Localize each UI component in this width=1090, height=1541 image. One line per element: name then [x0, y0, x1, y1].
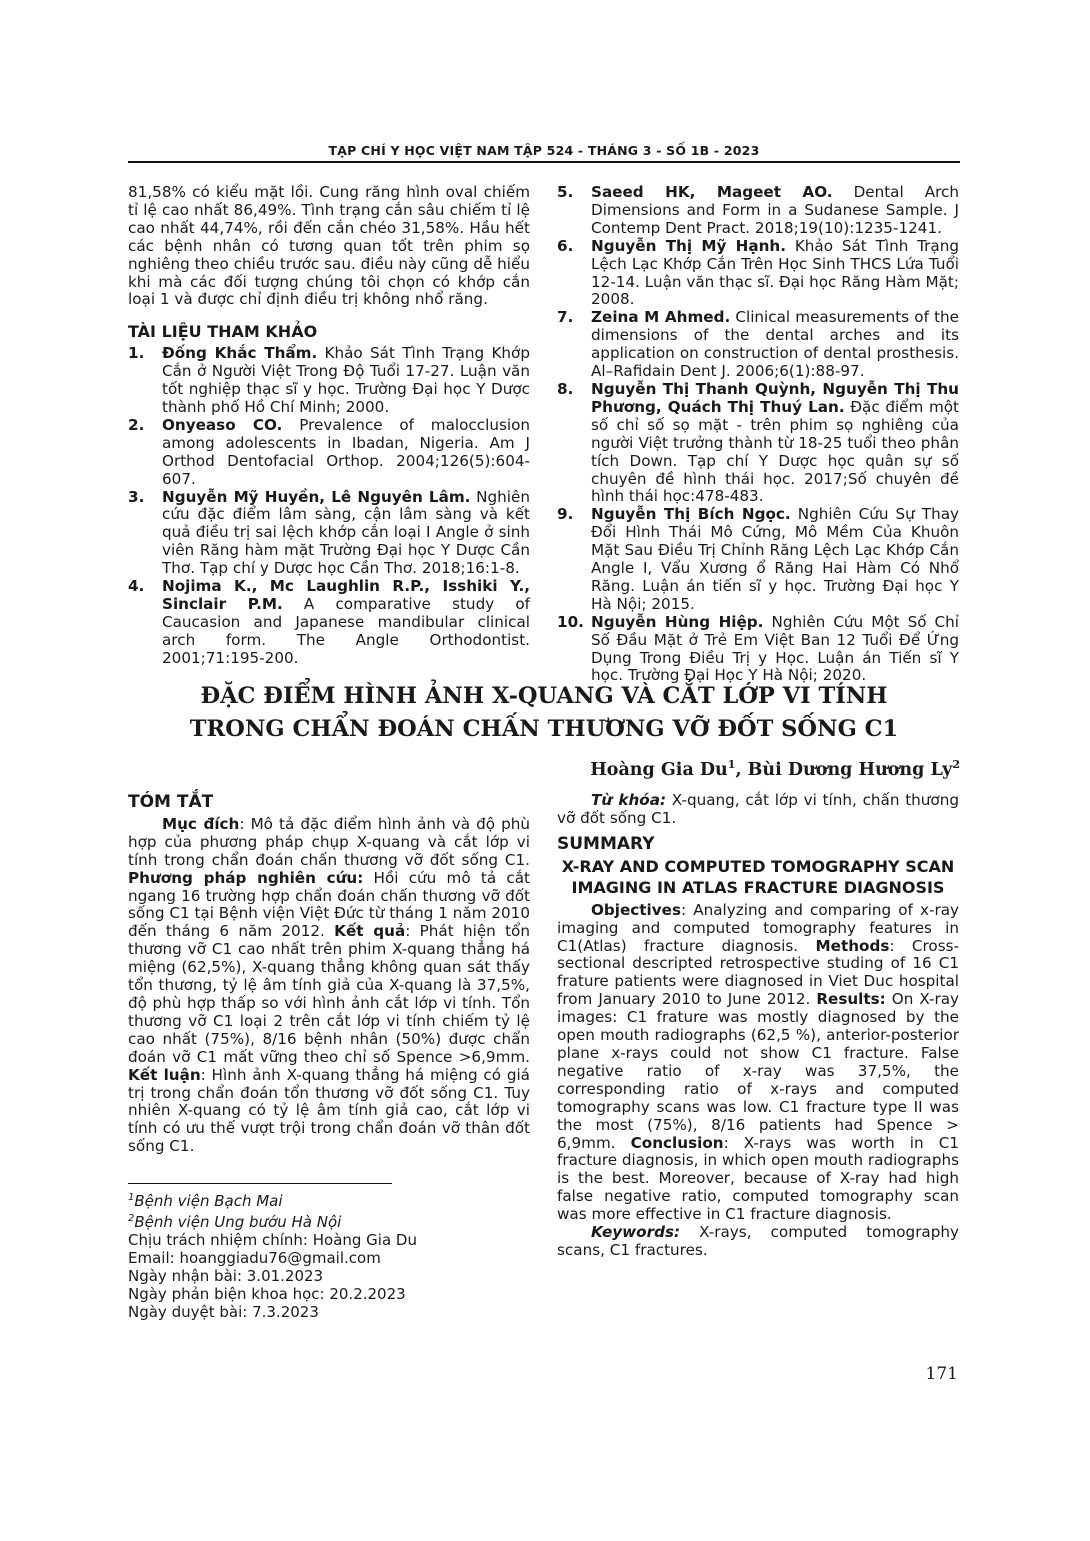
reference-authors: Nguyễn Hùng Hiệp.	[591, 612, 764, 631]
reference-number: 10.	[557, 612, 584, 631]
affiliation-2	[128, 1210, 528, 1231]
reference-text: Clinical measurements of the dimensions of the dental arches and its application on construction of dental prosthesis. Al–Rafidain Dent J. 2006;6(1):88-97.	[591, 308, 959, 381]
date-accepted: Ngày duyệt bài: 7.3.2023	[128, 1303, 319, 1321]
footnote-rule	[128, 1183, 392, 1184]
date-reviewed: Ngày phản biện khoa học: 20.2.2023	[128, 1285, 406, 1303]
abstract-label-methods: Phương pháp nghiên cứu:	[128, 868, 364, 887]
corresponding-author: Chịu trách nhiệm chính: Hoàng Gia Du	[128, 1231, 417, 1249]
reference-authors: Nguyễn Thị Mỹ Hạnh.	[591, 236, 787, 255]
abstract-english-column	[557, 792, 959, 1260]
keywords-english	[557, 1224, 959, 1260]
article-authors	[590, 758, 960, 780]
abstract-text-objective: : Mô tả đặc điểm hình ảnh và độ phù hợp của phương pháp chụp X-quang và cắt lớp vi tính trong chẩn đoán chấn thương vỡ đốt sống C1.	[128, 814, 531, 869]
reference-text: Dental Arch Dimensions and Form in a Sudanese Sample. J Contemp Dent Pract. 2018;19(10):1235-1241.	[591, 183, 960, 237]
reference-authors: Đống Khắc Thẩm.	[162, 344, 318, 363]
reference-number: 9.	[557, 505, 574, 524]
reference-text: A comparative study of Caucasion and Japanese mandibular clinical arch form. The Angle Orthodontist. 2001;71:195-200.	[162, 594, 530, 667]
summary-text-results: On X-ray images: C1 frature was mostly diagnosed by the open mouth radiographs (62,5 %), anterior-posterior plane x-rays could not show C1 fracture. False negative ratio of x-ray was 37,5%, the corresponding ratio of x-rays and computed tomography scans was low. C1 fracture type II was the most (75%), 8/16 patients had Spence > 6,9mm.	[557, 990, 959, 1152]
summary-body	[557, 902, 959, 1224]
prev-article-right-column	[557, 184, 959, 685]
article-title	[128, 680, 960, 746]
prev-article-conclusion-text: 81,58% có kiểu mặt lồi. Cung răng hình oval chiếm tỉ lệ cao nhất 86,49%. Tình trạng cắn sâu chiếm tỉ lệ cao nhất 44,74%, rồi đến cắn chéo 31,58%. Hầu hết các bệnh nhân có tương quan tốt trên phim sọ nghiêng theo chiều trước sau. điều này cũng dễ hiểu khi mà các đối tượng chúng tôi chọn có khớp cắn loại 1 và được chỉ định điều trị không nhổ răng.	[128, 183, 530, 309]
date-received: Ngày nhận bài: 3.01.2023	[128, 1267, 324, 1285]
reference-number: 3.	[128, 487, 145, 506]
keywords-label: Từ khóa:	[591, 791, 667, 809]
reference-text: Khảo Sát Tình Trạng Khớp Cắn ở Người Việt Trong Độ Tuổi 17-27. Luận văn tốt nghiệp thạc sĩ y học. Trường Đại học Y Dược thành phố Hồ Chí Minh; 2000.	[162, 344, 530, 416]
reference-item	[128, 417, 530, 489]
abstract-vietnamese	[128, 794, 530, 1156]
keywords-english-label: Keywords:	[591, 1223, 681, 1242]
reference-authors: Nojima K., Mc Laughlin R.P., Isshiki Y., Sinclair P.M.	[162, 577, 530, 613]
corresponding-email: Email: hoanggiadu76@gmail.com	[128, 1249, 381, 1267]
abstract-body	[128, 816, 530, 1156]
reference-item	[557, 506, 959, 613]
references-heading: TÀI LIỆU THAM KHẢO	[128, 322, 318, 342]
abstract-label-conclusion: Kết luận	[128, 1065, 201, 1084]
reference-text: Nghiên cứu đặc điểm lâm sàng, cận lâm sàng và kết quả điều trị sai lệch khớp cắn loại I Angle ở sinh viên Răng hàm mặt Trường Đại học Y Dược Cần Thơ. Tạp chí y Dược học Cần Thơ. 2018;16:1-8.	[162, 487, 530, 578]
affiliation-text: Bệnh viện Ung bướu Hà Nội	[134, 1213, 342, 1231]
reference-number: 6.	[557, 236, 574, 255]
article-title-line-1: ĐẶC ĐIỂM HÌNH ẢNH X-QUANG VÀ CẮT LỚP VI TÍNH	[200, 683, 888, 709]
keywords-english-text: X-rays, computed tomography scans, C1 fractures.	[557, 1223, 959, 1259]
abstract-label-results: Kết quả	[334, 922, 406, 941]
reference-authors: Nguyễn Thị Bích Ngọc.	[591, 505, 791, 524]
reference-item	[557, 381, 959, 506]
reference-number: 5.	[557, 183, 574, 201]
reference-authors: Saeed HK, Mageet AO.	[591, 183, 833, 201]
reference-authors: Nguyễn Mỹ Huyền, Lê Nguyên Lâm.	[162, 487, 471, 506]
footnotes	[128, 1189, 528, 1321]
abstract-text-results: : Phát hiện tổn thương vỡ C1 cao nhất trên phim X-quang thẳng há miệng (62,5%), X-quang thẳng không quan sát thấy tổn thương, tỷ lệ âm tính giả của X-quang là 37,5%, độ phù hợp thấp so với hình ảnh cắt lớp vi tính. Tổn thương vỡ C1 loại 2 trên cắt lớp vi tính chiếm tỷ lệ cao nhất (75%), 8/16 bệnh nhân (50%) được chẩn đoán vỡ C1 mất vững theo chỉ số Spence >6,9mm.	[128, 922, 530, 1066]
page-number: 171	[925, 1364, 958, 1384]
reference-number: 1.	[128, 344, 145, 363]
affiliation-text: Bệnh viện Bạch Mai	[134, 1192, 283, 1210]
reference-item	[128, 489, 530, 579]
affiliation-mark: 1	[128, 1192, 135, 1203]
summary-label-objectives: Objectives	[591, 900, 681, 919]
reference-number: 2.	[128, 415, 145, 434]
journal-header: TẠP CHÍ Y HỌC VIỆT NAM TẬP 524 - THÁNG 3 - SỐ 1B - 2023	[328, 143, 760, 158]
reference-item	[128, 345, 530, 417]
summary-text-methods: : Cross-sectional descripted retrospective studing of 16 C1 frature patients were diagnosed in Viet Duc hospital from January 2010 to June 2012.	[557, 936, 960, 1009]
affiliation-mark: 2	[128, 1213, 135, 1224]
reference-item	[557, 238, 959, 310]
reference-number: 8.	[557, 379, 574, 398]
abstract-label-objective: Mục đích	[162, 814, 240, 833]
author-name: Hoàng Gia Du	[590, 759, 728, 780]
author-affiliation-mark: 2	[952, 758, 960, 771]
abstract-text-conclusion: : Hình ảnh X-quang thẳng há miệng có giá trị trong chẩn đoán tổn thương vỡ đốt sống C1. Tuy nhiên X-quang có tỷ lệ âm tính giả cao, cắt lớp vi tính có ưu thế vượt trội trong chẩn đoán vỡ thân đốt sống C1.	[128, 1065, 530, 1156]
reference-authors: Nguyễn Thị Thanh Quỳnh, Nguyễn Thị Thu Phương, Quách Thị Thuý Lan.	[591, 379, 959, 416]
summary-label-conclusion: Conclusion	[630, 1133, 724, 1152]
summary-label-results: Results:	[816, 990, 886, 1009]
reference-item	[128, 578, 530, 668]
author-affiliation-mark: 1	[727, 758, 736, 771]
reference-text: Đặc điểm một số chỉ số sọ mặt - trên phim sọ nghiêng của người Việt trưởng thành từ 18-25 tuổi theo phân tích Down. Tạp chí Y Dược học quân sự số chuyên đề hình thái học. 2017;Số chuyên đề hình thái học:478-483.	[591, 397, 959, 506]
keywords-vietnamese	[557, 792, 959, 828]
reference-authors: Onyeaso CO.	[162, 415, 283, 434]
reference-text: Prevalence of malocclusion among adolescents in Ibadan, Nigeria. Am J Orthod Dentofacial Orthop. 2004;126(5):604-607.	[162, 415, 530, 488]
author-separator: ,	[735, 759, 748, 780]
header-rule	[128, 161, 960, 163]
summary-label-methods: Methods	[815, 936, 890, 955]
article-title-line-2: TRONG CHẨN ĐOÁN CHẤN THƯƠNG VỠ ĐỐT SỐNG C1	[189, 716, 899, 742]
reference-item	[557, 184, 959, 238]
abstract-heading: TÓM TẮT	[128, 792, 214, 812]
author-name: Bùi Dương Hương Ly	[747, 759, 953, 780]
prev-article-left-column	[128, 184, 530, 668]
reference-authors: Zeina M Ahmed.	[591, 308, 731, 327]
reference-text: Khảo Sát Tình Trạng Lệch Lạc Khớp Cắn Trên Học Sinh THCS Lứa Tuổi 12-14. Luận văn thạc sĩ. Đại học Răng Hàm Mặt; 2008.	[591, 236, 960, 309]
reference-number: 7.	[557, 308, 574, 327]
summary-heading: SUMMARY	[557, 833, 655, 854]
reference-item	[557, 309, 959, 381]
reference-text: Nghiên Cứu Một Số Chỉ Số Đầu Mặt ở Trẻ Em Việt Ban 12 Tuổi Để Ứng Dụng Trong Điều Trị y Học. Luận án Tiến sĩ Y học. Trường Đại Học Y Hà Nội; 2020.	[591, 612, 960, 685]
reference-text: Nghiên Cứu Sự Thay Đổi Hình Thái Mô Cứng, Mô Mềm Của Khuôn Mặt Sau Điều Trị Chỉnh Răng Lệch Lạc Khớp Cắn Angle I, Vẩu Xương ổ Răng Hai Hàm Có Nhổ Răng. Luận án tiến sĩ y học. Trường Đại học Y Hà Nội; 2015.	[591, 505, 959, 613]
abstract-text-methods: Hồi cứu mô tả cắt ngang 16 trường hợp chẩn đoán chấn thương vỡ đốt sống C1 tại Bệnh viện Việt Đức từ tháng 1 năm 2010 đến tháng 6 năm 2012.	[128, 868, 530, 941]
summary-text-objectives: : Analyzing and comparing of x-ray imaging and computed tomography features in C1(Atlas) fracture diagnosis.	[557, 900, 959, 955]
reference-number: 4.	[128, 577, 145, 596]
keywords-text: X-quang, cắt lớp vi tính, chấn thương vỡ đốt sống C1.	[557, 791, 959, 827]
summary-title: X-RAY AND COMPUTED TOMOGRAPHY SCAN IMAGING IN ATLAS FRACTURE DIAGNOSIS	[561, 856, 955, 897]
reference-item	[557, 614, 959, 686]
affiliation-1	[128, 1189, 528, 1210]
summary-text-conclusion: : X-rays was worth in C1 fracture diagnosis, in which open mouth radiographs is the best. Moreover, because of X-ray had high false negative ratio, computed tomography scan was more effective in C1 fracture diagnosis.	[557, 1133, 960, 1224]
